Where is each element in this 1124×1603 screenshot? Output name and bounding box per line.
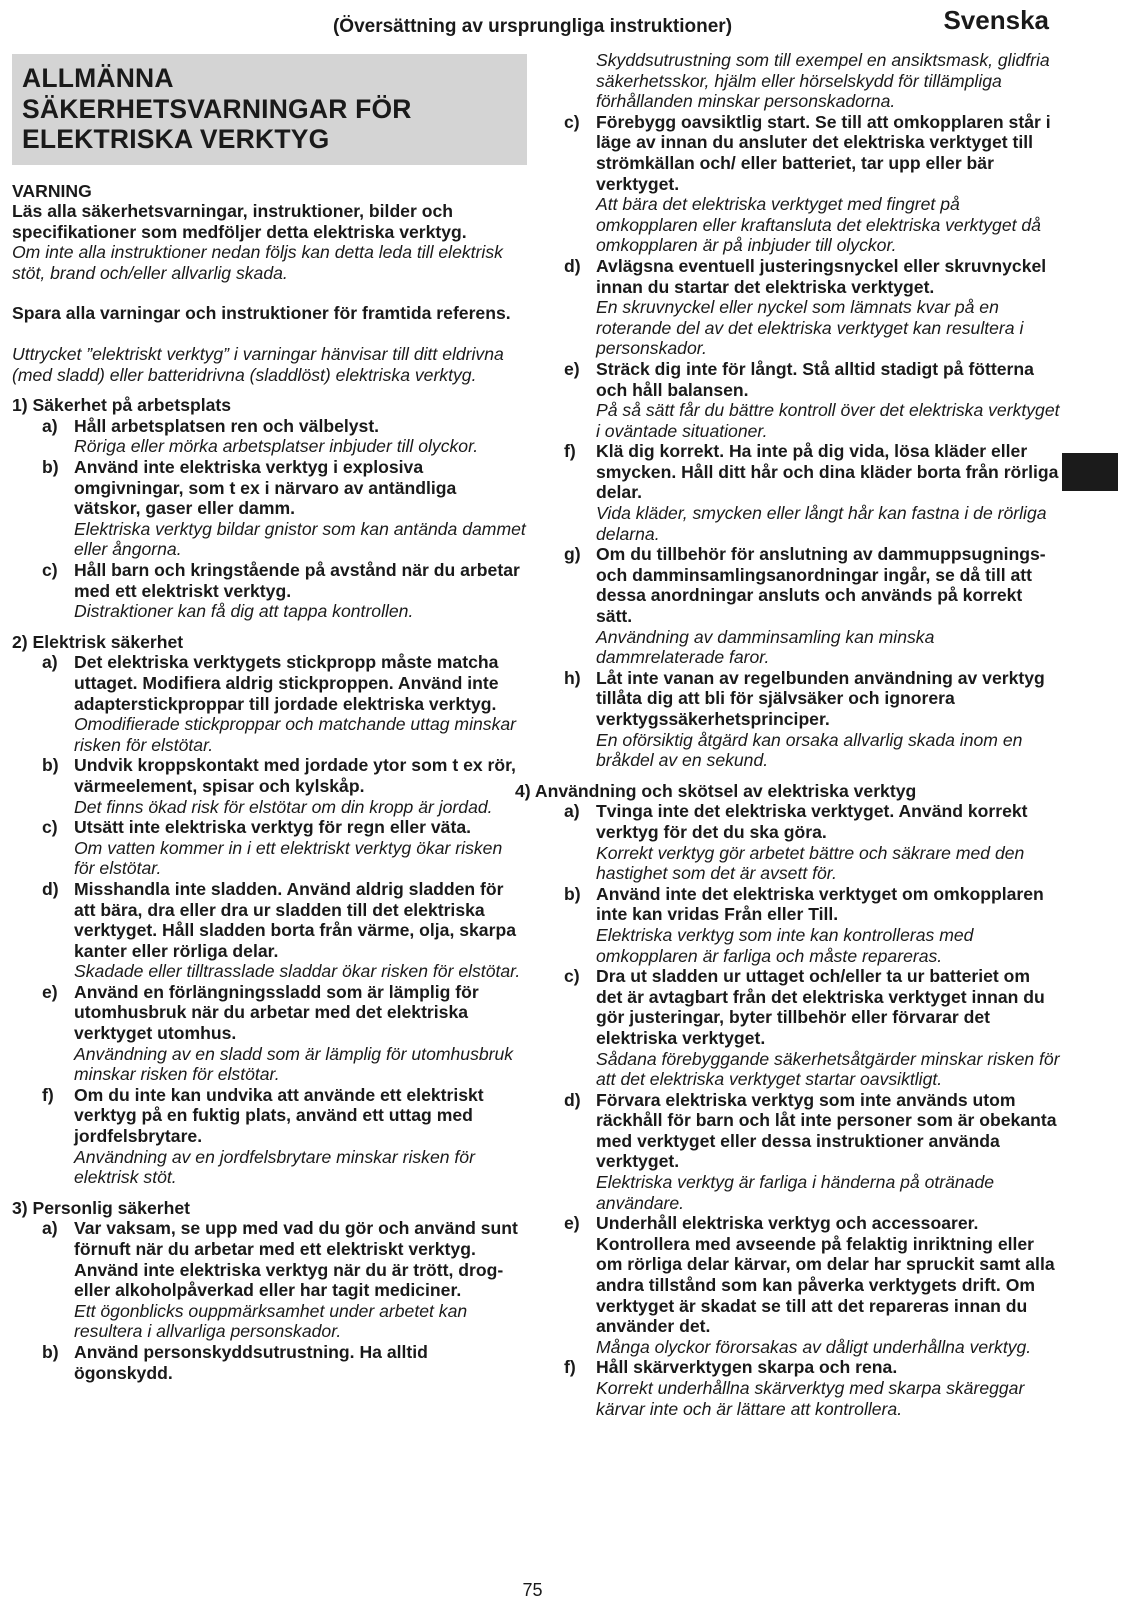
item-text: Underhåll elektriska verktyg och accessoarer. Kontrollera med avseende på felaktig inriktning eller om rörliga delar kärvar, om delar har spruckit samt alla andra tillstånd som kan påverka verktygets drift. Om verktyget är skadat se till att det repareras innan du använder det. xyxy=(596,1213,1055,1337)
item-label: b) xyxy=(42,1341,59,1362)
item-note: Korrekt underhållna skärverktyg med skarpa skäreggar kärvar inte och är lättare att kontrollera. xyxy=(596,1378,1025,1419)
item-text: Det elektriska verktygets stickpropp måste matcha uttaget. Modifiera aldrig stickproppen. Använd inte adapterstickproppar till jordade elektriska verktyg. xyxy=(74,652,499,714)
list-item xyxy=(12,755,527,817)
list-item xyxy=(545,112,1060,256)
item-note: Elektriska verktyg som inte kan kontrolleras med omkopplaren är farliga och måste repareras. xyxy=(596,924,974,966)
item-label: e) xyxy=(42,981,58,1002)
list-item xyxy=(12,652,527,755)
item-note: Användning av en sladd som är lämplig för utomhusbruk minskar risken för elstötar. xyxy=(74,1043,514,1085)
item-note: Elektriska verktyg är farliga i händerna på otränade användare. xyxy=(596,1172,995,1213)
item-note: Vida kläder, smycken eller långt hår kan fastna i de rörliga delarna. xyxy=(596,503,1047,544)
list-item xyxy=(545,884,1060,966)
list-item xyxy=(545,966,1060,1090)
list-item xyxy=(545,1357,1060,1419)
header-subtitle: (Översättning av ursprungliga instruktioner) xyxy=(332,16,733,37)
item-label: e) xyxy=(564,358,580,379)
right-column xyxy=(515,50,1060,1419)
list-item xyxy=(545,544,1060,668)
section-heading: 3) Personlig säkerhet xyxy=(12,1197,190,1218)
title-box xyxy=(12,54,527,165)
title-line: SÄKERHETSVARNINGAR FÖR xyxy=(22,93,412,124)
item-label: d) xyxy=(564,1089,581,1110)
item-note: På så sätt får du bättre kontroll över det elektriska verktyget i oväntade situationer. xyxy=(596,400,1060,441)
item-text: Avlägsna eventuell justeringsnyckel eller skruvnyckel innan du startar det elektriska verktyget. xyxy=(596,255,1047,297)
warning-bold-text: Läs alla säkerhetsvarningar, instruktioner, bilder och specifikationer som medföljer detta elektriska verktyg. xyxy=(12,201,467,242)
item-note: Ett ögonblicks ouppmärksamhet under arbetet kan resultera i allvarliga personskador. xyxy=(74,1300,468,1342)
item-text: Använd personskyddsutrustning. Ha alltid ögonskydd. xyxy=(74,1341,428,1383)
list-item xyxy=(545,1090,1060,1214)
list-item xyxy=(545,256,1060,359)
item-label: a) xyxy=(564,801,580,822)
item-note: Röriga eller mörka arbetsplatser inbjuder till olyckor. xyxy=(74,436,479,457)
item-text: Om du tillbehör för anslutning av dammuppsugnings- och damminsamlingsanordningar ingår, se då till att dessa anordningar ansluts och används på korrekt sätt. xyxy=(596,544,1046,627)
item-note: Om vatten kommer in i ett elektriskt verktyg ökar risken för elstötar. xyxy=(74,837,503,879)
item-note: Omodifierade stickproppar och matchande uttag minskar risken för elstötar. xyxy=(74,714,517,755)
item-note: Distraktioner kan få dig att tappa kontrollen. xyxy=(74,601,414,622)
item-text: Håll skärverktygen skarpa och rena. xyxy=(596,1357,898,1378)
list-item xyxy=(545,441,1060,544)
save-instructions: Spara alla varningar och instruktioner för framtida referens. xyxy=(12,303,511,324)
item-text: Använd inte elektriska verktyg i explosiva omgivningar, som t ex i närvaro av antändliga vätskor, gaser eller damm. xyxy=(74,457,457,519)
item-text: Förebygg oavsiktlig start. Se till att omkopplaren står i läge av innan du ansluter det elektriska verktyget till strömkällan och/ eller batteriet, tar upp eller bär verktyget. xyxy=(596,111,1051,194)
item-note: Det finns ökad risk för elstötar om din kropp är jordad. xyxy=(74,796,493,817)
item-note: Korrekt verktyg gör arbetet bättre och säkrare med den hastighet som det är avsett för. xyxy=(596,842,1025,884)
item-label: g) xyxy=(564,544,581,565)
item-text: Var vaksam, se upp med vad du gör och använd sunt förnuft när du arbetar med ett elektriskt verktyg. Använd inte elektriska verktyg när du är trött, drog- eller alkoholpåverkad eller har tagit mediciner. xyxy=(74,1218,518,1301)
item-label: d) xyxy=(564,255,581,276)
item-text: Använd en förlängningssladd som är lämplig för utomhusbruk när du arbetar med det elektriska verktyget utomhus. xyxy=(74,981,479,1044)
item-note: Användning av en jordfelsbrytare minskar risken för elektrisk stöt. xyxy=(74,1146,475,1188)
list-item xyxy=(12,457,527,560)
item-text: Misshandla inte sladden. Använd aldrig sladden för att bära, dra eller dra ur sladden till det elektriska verktyget. Håll sladden borta från värme, olja, skarpa kanter eller rörliga delar. xyxy=(74,878,516,961)
item-label: b) xyxy=(42,457,59,478)
item-label: f) xyxy=(564,441,576,462)
item-note: En oförsiktig åtgärd kan orsaka allvarlig skada inom en bråkdel av en sekund. xyxy=(596,729,1023,771)
page-number: 75 xyxy=(522,1580,543,1600)
list-item xyxy=(12,1085,527,1188)
item-label: a) xyxy=(42,415,58,436)
item-label: a) xyxy=(42,652,58,673)
item-label: e) xyxy=(564,1213,580,1234)
item-label: h) xyxy=(564,667,581,688)
item-text: Tvinga inte det elektriska verktyget. Använd korrekt verktyg för det du ska göra. xyxy=(596,801,1028,842)
item-text: Håll barn och kringstående på avstånd när du arbetar med ett elektriskt verktyg. xyxy=(74,560,520,601)
item-label: c) xyxy=(42,817,58,838)
item-note: Många olyckor förorsakas av dåligt underhållna verktyg. xyxy=(596,1336,1032,1357)
item-text: Sträck dig inte för långt. Stå alltid stadigt på fötterna och håll balansen. xyxy=(596,358,1034,400)
left-column xyxy=(12,50,527,1383)
item-text: Klä dig korrekt. Ha inte på dig vida, lösa kläder eller smycken. Håll ditt hår och dina kläder borta från rörliga delar. xyxy=(596,441,1059,503)
section-heading: 2) Elektrisk säkerhet xyxy=(12,631,184,652)
item-note: En skruvnyckel eller nyckel som lämnats kvar på en roterande del av det elektriska verktyget kan resultera i personskador. xyxy=(596,297,1024,359)
item-label: c) xyxy=(564,966,580,987)
list-item xyxy=(12,1342,527,1383)
item-label: d) xyxy=(42,878,59,899)
item-text: Utsätt inte elektriska verktyg för regn eller väta. xyxy=(74,817,472,838)
term-definition: Uttrycket ”elektriskt verktyg” i varningar hänvisar till ditt eldrivna (med sladd) eller batteridrivna (sladdlöst) elektriska verktyg. xyxy=(12,344,504,385)
language-tab-marker xyxy=(1062,453,1118,491)
list-item xyxy=(545,359,1060,441)
title-line: ALLMÄNNA xyxy=(22,63,174,93)
item-label: b) xyxy=(42,755,59,776)
item-label: a) xyxy=(42,1218,58,1239)
item-text: Håll arbetsplatsen ren och välbelyst. xyxy=(74,415,380,436)
item-note: Skadade eller tilltrasslade sladdar ökar risken för elstötar. xyxy=(74,961,521,982)
item-text: Dra ut sladden ur uttaget och/eller ta ur batteriet om det är avtagbart från det elektriska verktyget innan du gör justeringar, byter tillbehör eller förvarar det elektriska verktyget. xyxy=(596,966,1045,1048)
list-item xyxy=(12,1218,527,1342)
item-text: Låt inte vanan av regelbunden användning av verktyg tillåta dig att bli för självsäker och ignorera verktygssäkerhetsprinciper. xyxy=(596,667,1045,729)
item-note: Användning av damminsamling kan minska dammrelaterade faror. xyxy=(596,626,935,668)
list-item xyxy=(545,668,1060,771)
list-item xyxy=(12,560,527,622)
item-label: b) xyxy=(564,883,581,904)
item-text: Förvara elektriska verktyg som inte används utom räckhåll för barn och låt inte personer som är obekanta med verktyget eller dessa instruktioner använda verktyget. xyxy=(596,1089,1057,1172)
section-heading: 1) Säkerhet på arbetsplats xyxy=(12,395,232,416)
item-note: Att bära det elektriska verktyget med fingret på omkopplaren eller kraftansluta det elektriska verktyget då omkopplaren är på inbjuder till olyckor. xyxy=(596,194,1041,256)
continued-note: Skyddsutrustning som till exempel en ansiktsmask, glidfria säkerhetsskor, hjälm eller hörselskydd för tillämpliga förhållanden minskar personskadorna. xyxy=(596,50,1050,112)
item-note: Elektriska verktyg bildar gnistor som kan antända dammet eller ångorna. xyxy=(74,518,526,560)
list-item xyxy=(12,817,527,879)
item-text: Använd inte det elektriska verktyget om omkopplaren inte kan vridas Från eller Till. xyxy=(596,883,1044,925)
item-label: c) xyxy=(564,111,580,132)
language-label: Svenska xyxy=(943,5,1049,35)
list-item xyxy=(12,416,527,457)
item-text: Undvik kroppskontakt med jordade ytor som t ex rör, värmeelement, spisar och kylskåp. xyxy=(74,755,516,796)
warning-italic-text: Om inte alla instruktioner nedan följs kan detta leda till elektrisk stöt, brand och/eller allvarlig skada. xyxy=(12,242,503,283)
item-label: f) xyxy=(42,1084,54,1105)
warning-label: VARNING xyxy=(12,180,92,201)
item-label: c) xyxy=(42,560,58,580)
list-item xyxy=(545,1213,1060,1357)
list-item xyxy=(12,879,527,982)
title-line: ELEKTRISKA VERKTYG xyxy=(22,124,330,154)
list-item xyxy=(12,982,527,1085)
item-note: Sådana förebyggande säkerhetsåtgärder minskar risken för att det elektriska verktyget startar oavsiktligt. xyxy=(596,1048,1060,1090)
list-item xyxy=(545,801,1060,883)
item-text: Om du inte kan undvika att använde ett elektriskt verktyg på en fuktig plats, använd ett uttag med jordfelsbrytare. xyxy=(74,1084,484,1147)
item-label: f) xyxy=(564,1357,576,1378)
section-heading: 4) Användning och skötsel av elektriska verktyg xyxy=(515,780,917,801)
